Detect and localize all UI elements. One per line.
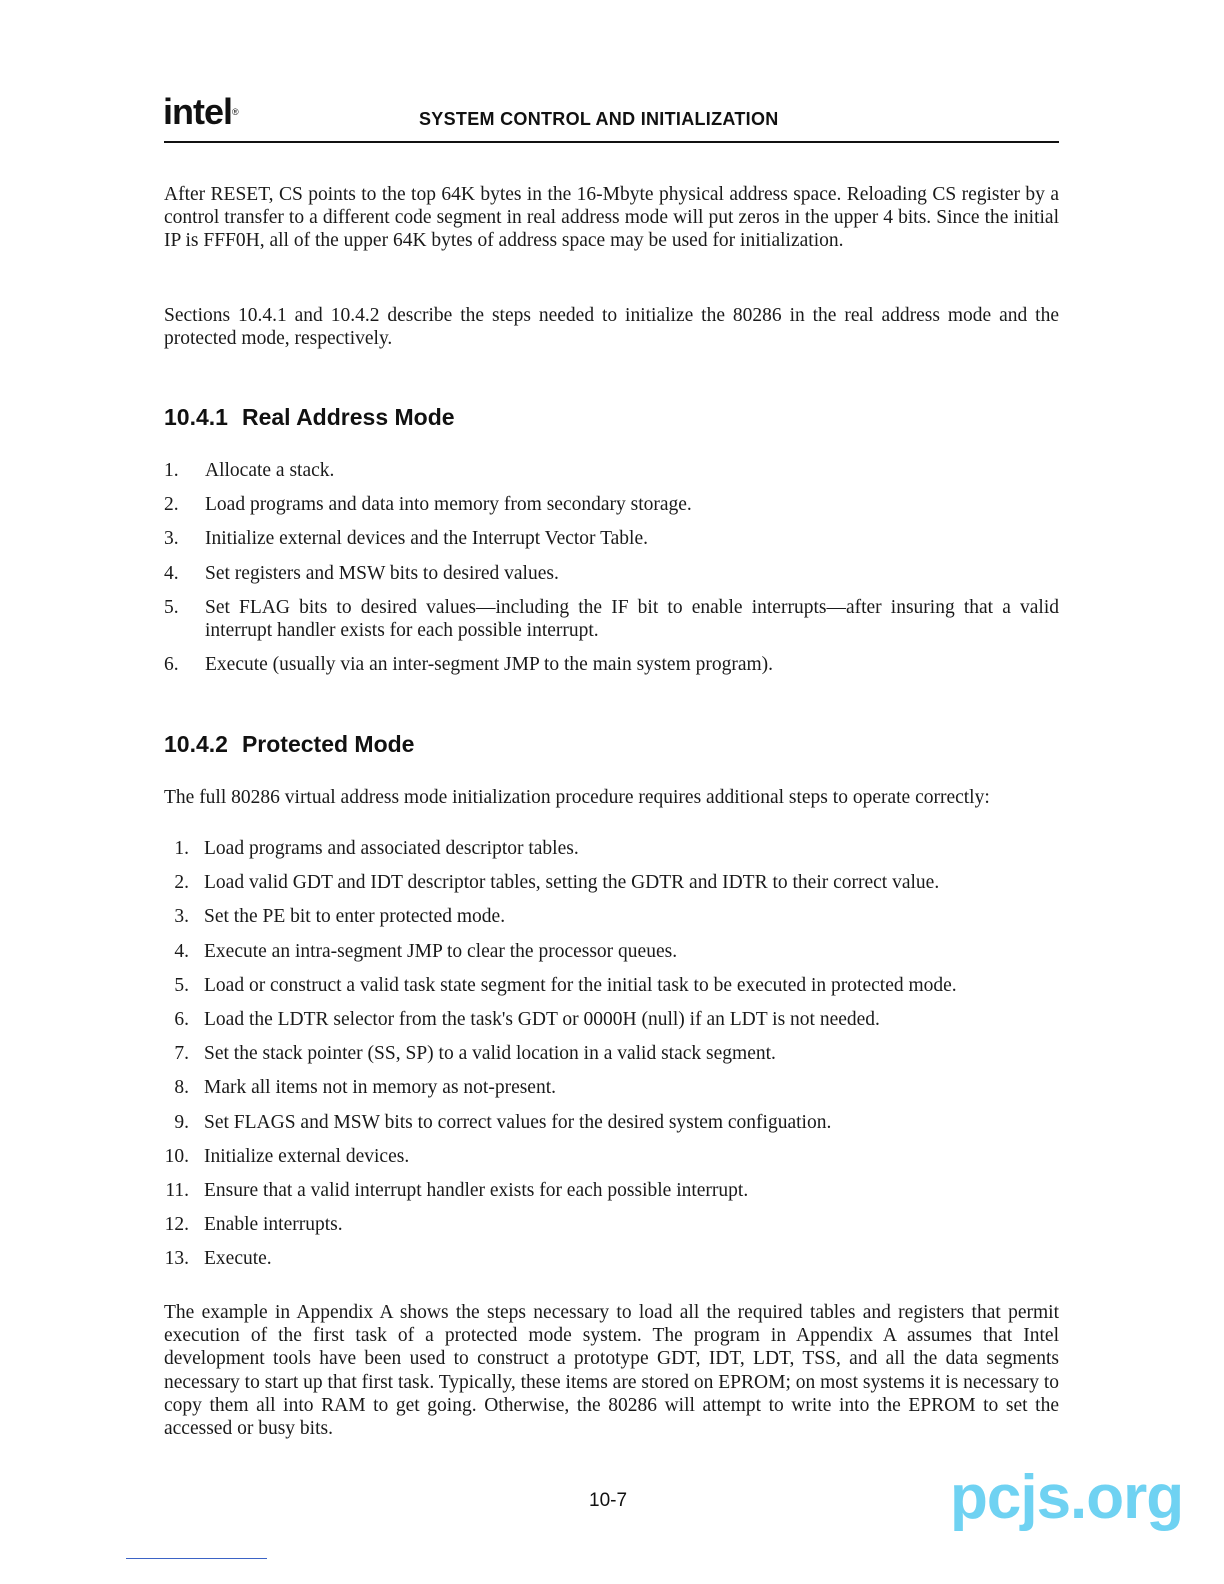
list-item: 13. Execute. (164, 1248, 272, 1270)
list-item: 2. Load valid GDT and IDT descriptor tables, setting the GDTR and IDTR to their correct value. (174, 872, 940, 894)
section-heading-real-mode (164, 404, 455, 431)
section-number: 10.4.2 (164, 731, 228, 757)
list-item: 10. Initialize external devices. (164, 1145, 410, 1167)
list-item: 4. Set registers and MSW bits to desired values. (164, 562, 559, 584)
list-item: 2. Load programs and data into memory from secondary storage. (164, 494, 692, 516)
intro-paragraph-2: Sections 10.4.1 and 10.4.2 describe the steps needed to initialize the 80286 in the real address mode and the protected mode, respectively. (164, 305, 1059, 350)
running-head: SYSTEM CONTROL AND INITIALIZATION (419, 109, 779, 129)
scan-edge-line (126, 1558, 267, 1559)
list-item: 4. Execute an intra-segment JMP to clear the processor queues. (174, 940, 678, 962)
section-number: 10.4.1 (164, 404, 228, 430)
protected-mode-steps (164, 837, 1059, 1271)
watermark-logo: pcjs.org (950, 1463, 1184, 1532)
header-rule (164, 141, 1059, 143)
list-item: 5. Load or construct a valid task state segment for the initial task to be executed in protected mode. (174, 974, 957, 996)
intel-logo: intel® (163, 91, 238, 132)
list-item: 5. Set FLAG bits to desired values—including the IF bit to enable interrupts—after insuring that a valid interrupt handler exists for each possible interrupt. (164, 596, 1059, 642)
list-item: 11. Ensure that a valid interrupt handler exists for each possible interrupt. (165, 1180, 749, 1202)
list-item: 1. Allocate a stack. (164, 460, 335, 481)
list-item: 1. Load programs and associated descriptor tables. (174, 838, 579, 859)
section-title: Protected Mode (241, 731, 415, 757)
intro-paragraph-1: After RESET, CS points to the top 64K bytes in the 16-Mbyte physical address space. Reloading CS register by a control transfer to a different code segment in real address mode will put zeros in the upper 4 bits. Since the initial IP is FFF0H, all of the upper 64K bytes of address space may be used for initialization. (164, 184, 1059, 252)
page-number: 10-7 (589, 1490, 628, 1511)
list-item: 6. Load the LDTR selector from the task's GDT or 0000H (null) if an LDT is not needed. (174, 1009, 880, 1031)
list-item: 7. Set the stack pointer (SS, SP) to a valid location in a valid stack segment. (174, 1043, 776, 1065)
list-item: 8. Mark all items not in memory as not-present. (174, 1077, 557, 1099)
section-heading-protected-mode (164, 731, 414, 758)
protected-mode-intro: The full 80286 virtual address mode initialization procedure requires additional steps to operate correctly: (164, 787, 990, 808)
closing-paragraph: The example in Appendix A shows the steps necessary to load all the required tables and registers that permit execution of the first task of a protected mode system. The program in Appendix A assumes that Intel development tools have been used to construct a prototype GDT, IDT, LDT, TSS, and all the data segments necessary to start up that first task. Typically, these items are stored on EPROM; on most systems it is necessary to copy them all into RAM to get going. Otherwise, the 80286 will attempt to write into the EPROM to set the accessed or busy bits. (164, 1302, 1059, 1440)
list-item: 6. Execute (usually via an inter-segment JMP to the main system program). (164, 654, 774, 676)
list-item: 12. Enable interrupts. (164, 1214, 343, 1236)
list-item: 3. Set the PE bit to enter protected mode. (174, 906, 506, 928)
real-mode-steps (164, 459, 1059, 676)
section-title: Real Address Mode (241, 404, 455, 430)
list-item: 3. Initialize external devices and the Interrupt Vector Table. (164, 528, 648, 550)
list-item: 9. Set FLAGS and MSW bits to correct values for the desired system configuation. (174, 1111, 832, 1133)
